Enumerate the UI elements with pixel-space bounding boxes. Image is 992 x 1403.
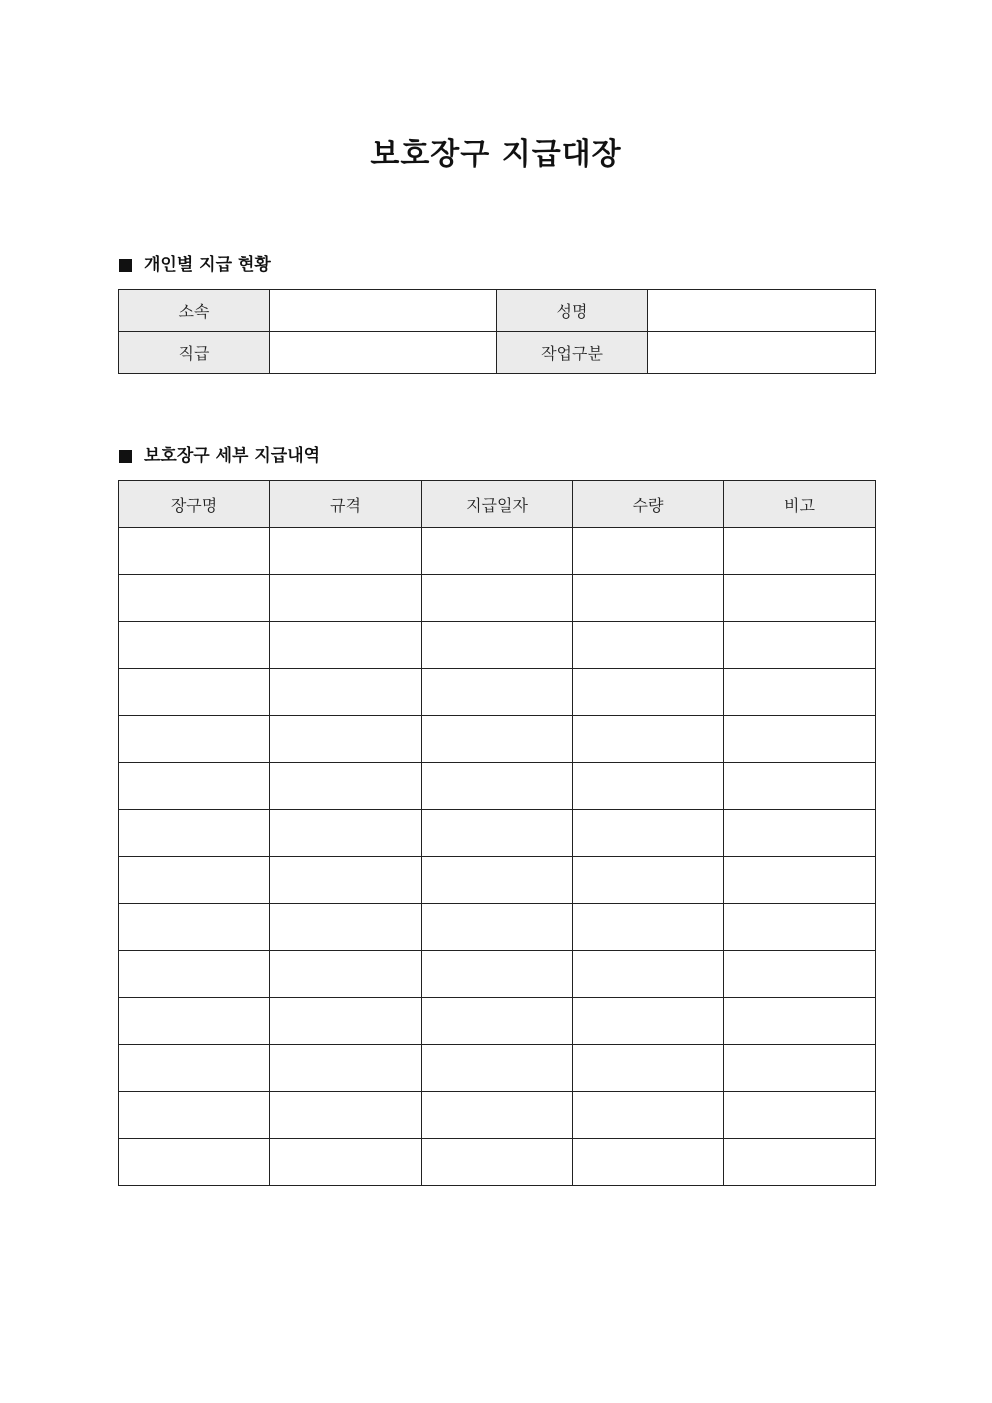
quantity-cell[interactable] xyxy=(573,810,724,857)
issue-date-cell[interactable] xyxy=(422,575,573,622)
remarks-cell[interactable] xyxy=(724,669,876,716)
quantity-cell[interactable] xyxy=(573,1092,724,1139)
spec-cell[interactable] xyxy=(270,1139,422,1186)
name-field[interactable] xyxy=(648,290,876,332)
equipment-name-cell[interactable] xyxy=(119,998,270,1045)
table-header-row xyxy=(119,481,876,528)
equipment-name-cell[interactable] xyxy=(119,669,270,716)
spec-cell[interactable] xyxy=(270,810,422,857)
table-row xyxy=(119,810,876,857)
issue-date-cell[interactable] xyxy=(422,622,573,669)
detail-table-body xyxy=(119,528,876,1186)
issue-date-cell[interactable] xyxy=(422,810,573,857)
remarks-cell[interactable] xyxy=(724,810,876,857)
remarks-cell[interactable] xyxy=(724,951,876,998)
personal-info-table xyxy=(118,289,876,374)
affiliation-label: 소속 xyxy=(119,290,270,332)
issue-date-cell[interactable] xyxy=(422,716,573,763)
issue-date-cell[interactable] xyxy=(422,1092,573,1139)
spec-cell[interactable] xyxy=(270,622,422,669)
work-type-field[interactable] xyxy=(648,332,876,374)
equipment-detail-table xyxy=(118,480,876,1186)
equipment-name-cell[interactable] xyxy=(119,528,270,575)
table-row xyxy=(119,1092,876,1139)
spec-cell[interactable] xyxy=(270,998,422,1045)
remarks-cell[interactable] xyxy=(724,622,876,669)
equipment-name-cell[interactable] xyxy=(119,1139,270,1186)
remarks-cell[interactable] xyxy=(724,857,876,904)
column-header-equipment-name: 장구명 xyxy=(119,481,270,528)
quantity-cell[interactable] xyxy=(573,669,724,716)
section-heading-personal xyxy=(119,254,271,276)
spec-cell[interactable] xyxy=(270,528,422,575)
quantity-cell[interactable] xyxy=(573,763,724,810)
name-label: 성명 xyxy=(497,290,648,332)
position-field[interactable] xyxy=(270,332,497,374)
square-bullet-icon xyxy=(119,259,132,272)
spec-cell[interactable] xyxy=(270,1045,422,1092)
spec-cell[interactable] xyxy=(270,763,422,810)
issue-date-cell[interactable] xyxy=(422,1045,573,1092)
quantity-cell[interactable] xyxy=(573,857,724,904)
issue-date-cell[interactable] xyxy=(422,951,573,998)
quantity-cell[interactable] xyxy=(573,951,724,998)
issue-date-cell[interactable] xyxy=(422,1139,573,1186)
issue-date-cell[interactable] xyxy=(422,528,573,575)
issue-date-cell[interactable] xyxy=(422,763,573,810)
spec-cell[interactable] xyxy=(270,857,422,904)
section-heading-label: 보호장구 세부 지급내역 xyxy=(144,446,321,466)
quantity-cell[interactable] xyxy=(573,904,724,951)
spec-cell[interactable] xyxy=(270,716,422,763)
quantity-cell[interactable] xyxy=(573,575,724,622)
equipment-name-cell[interactable] xyxy=(119,810,270,857)
quantity-cell[interactable] xyxy=(573,716,724,763)
remarks-cell[interactable] xyxy=(724,763,876,810)
work-type-label: 작업구분 xyxy=(497,332,648,374)
issue-date-cell[interactable] xyxy=(422,998,573,1045)
equipment-name-cell[interactable] xyxy=(119,1092,270,1139)
equipment-name-cell[interactable] xyxy=(119,904,270,951)
square-bullet-icon xyxy=(119,450,132,463)
table-row xyxy=(119,528,876,575)
remarks-cell[interactable] xyxy=(724,716,876,763)
quantity-cell[interactable] xyxy=(573,1045,724,1092)
column-header-remarks: 비고 xyxy=(724,481,876,528)
spec-cell[interactable] xyxy=(270,904,422,951)
remarks-cell[interactable] xyxy=(724,904,876,951)
quantity-cell[interactable] xyxy=(573,528,724,575)
quantity-cell[interactable] xyxy=(573,1139,724,1186)
column-header-spec: 규격 xyxy=(270,481,422,528)
remarks-cell[interactable] xyxy=(724,528,876,575)
table-row xyxy=(119,951,876,998)
spec-cell[interactable] xyxy=(270,575,422,622)
spec-cell[interactable] xyxy=(270,951,422,998)
equipment-name-cell[interactable] xyxy=(119,575,270,622)
equipment-name-cell[interactable] xyxy=(119,1045,270,1092)
equipment-name-cell[interactable] xyxy=(119,622,270,669)
table-row xyxy=(119,998,876,1045)
table-row xyxy=(119,763,876,810)
issue-date-cell[interactable] xyxy=(422,669,573,716)
quantity-cell[interactable] xyxy=(573,622,724,669)
spec-cell[interactable] xyxy=(270,1092,422,1139)
remarks-cell[interactable] xyxy=(724,1045,876,1092)
section-heading-details xyxy=(119,445,320,467)
equipment-name-cell[interactable] xyxy=(119,716,270,763)
remarks-cell[interactable] xyxy=(724,998,876,1045)
position-label: 직급 xyxy=(119,332,270,374)
issue-date-cell[interactable] xyxy=(422,904,573,951)
remarks-cell[interactable] xyxy=(724,575,876,622)
spec-cell[interactable] xyxy=(270,669,422,716)
table-row xyxy=(119,575,876,622)
table-row xyxy=(119,669,876,716)
table-row xyxy=(119,1045,876,1092)
equipment-name-cell[interactable] xyxy=(119,763,270,810)
remarks-cell[interactable] xyxy=(724,1139,876,1186)
column-header-quantity: 수량 xyxy=(573,481,724,528)
remarks-cell[interactable] xyxy=(724,1092,876,1139)
table-row xyxy=(119,904,876,951)
table-row xyxy=(119,622,876,669)
issue-date-cell[interactable] xyxy=(422,857,573,904)
column-header-issue-date: 지급일자 xyxy=(422,481,573,528)
equipment-name-cell[interactable] xyxy=(119,951,270,998)
section-heading-label: 개인별 지급 현황 xyxy=(144,255,271,275)
table-row xyxy=(119,857,876,904)
table-row xyxy=(119,290,876,332)
page-title: 보호장구 지급대장 xyxy=(370,137,622,172)
equipment-name-cell[interactable] xyxy=(119,857,270,904)
affiliation-field[interactable] xyxy=(270,290,497,332)
table-row xyxy=(119,716,876,763)
table-row xyxy=(119,1139,876,1186)
quantity-cell[interactable] xyxy=(573,998,724,1045)
table-row xyxy=(119,332,876,374)
